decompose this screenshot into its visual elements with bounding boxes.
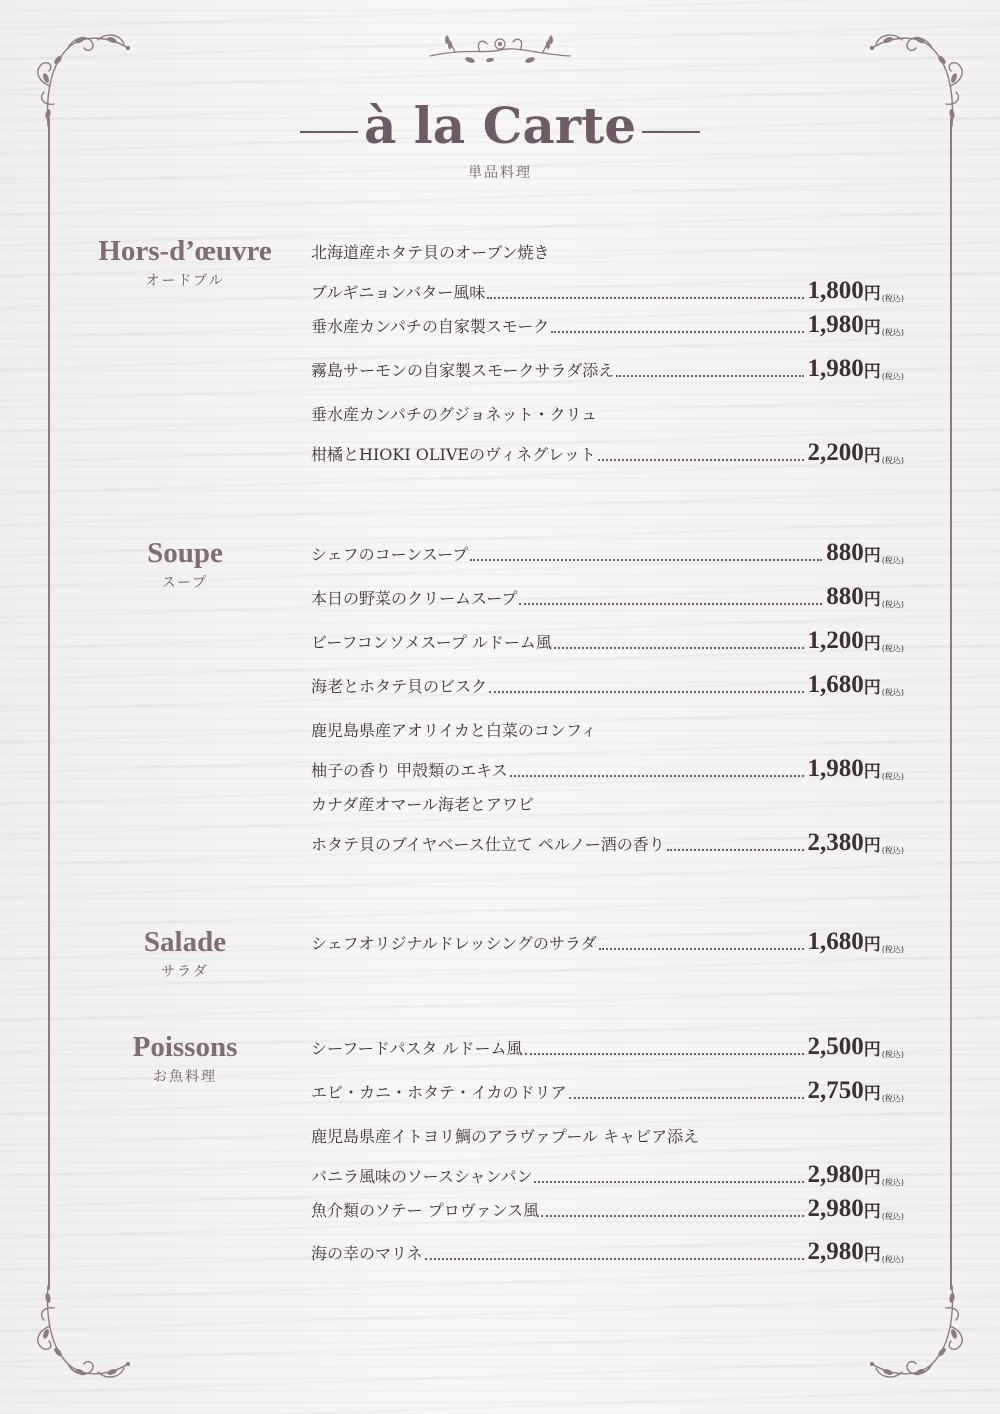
menu-item-price: 2,750 bbox=[807, 1077, 864, 1104]
tax-label: (税込) bbox=[881, 456, 904, 465]
yen-label: 円 bbox=[863, 935, 881, 955]
dot-leader bbox=[487, 297, 803, 299]
menu-item-price: 2,380 bbox=[807, 829, 864, 856]
menu-item-description: 垂水産カンパチのグジョネット・クリュ bbox=[311, 405, 598, 424]
menu-item bbox=[311, 242, 904, 304]
menu-item bbox=[311, 1239, 904, 1265]
section-name-jp: スープ bbox=[161, 575, 209, 591]
menu-item-price: 2,500 bbox=[807, 1033, 864, 1060]
menu-item-name: 本日の野菜のクリームスープ bbox=[311, 589, 518, 608]
tax-label: (税込) bbox=[881, 846, 904, 855]
menu-item-description: カナダ産オマール海老とアワビ bbox=[311, 795, 534, 814]
tax-label: (税込) bbox=[881, 328, 904, 337]
menu-item bbox=[311, 540, 904, 566]
menu-item-price: 1,800 bbox=[807, 277, 864, 304]
menu-item-price: 2,980 bbox=[807, 1195, 864, 1222]
dot-leader bbox=[598, 459, 804, 461]
yen-label: 円 bbox=[863, 318, 881, 338]
menu-item bbox=[311, 1078, 904, 1104]
menu-item-price: 1,980 bbox=[807, 355, 864, 382]
menu-item bbox=[311, 1196, 904, 1222]
section-name-jp: お魚料理 bbox=[153, 1069, 217, 1085]
tax-label: (税込) bbox=[881, 556, 904, 565]
menu-item bbox=[311, 1126, 904, 1188]
menu-item bbox=[311, 356, 904, 382]
tax-label: (税込) bbox=[881, 1255, 904, 1264]
section-name: Soupe bbox=[147, 537, 223, 569]
menu-item-name: 海老とホタテ貝のビスク bbox=[311, 677, 488, 696]
yen-label: 円 bbox=[863, 590, 881, 610]
tax-label: (税込) bbox=[881, 1212, 904, 1221]
menu-item-price: 1,980 bbox=[807, 311, 864, 338]
menu-item-price: 2,980 bbox=[807, 1238, 864, 1265]
menu-item bbox=[311, 720, 904, 782]
menu-item bbox=[311, 672, 904, 698]
menu-item bbox=[311, 312, 904, 338]
dot-leader bbox=[510, 775, 804, 777]
menu-item-name: 魚介類のソテー プロヴァンス風 bbox=[311, 1201, 540, 1220]
tax-label: (税込) bbox=[881, 372, 904, 381]
menu-item-description: 鹿児島県産アオリイカと白菜のコンフィ bbox=[311, 721, 597, 740]
menu-item-price: 880 bbox=[826, 583, 864, 610]
menu-item-name: エビ・カニ・ホタテ・イカのドリア bbox=[311, 1083, 567, 1102]
menu-item bbox=[311, 584, 904, 610]
section-name: Hors-d’œuvre bbox=[98, 235, 272, 267]
tax-label: (税込) bbox=[881, 945, 904, 954]
page-title: à la Carte bbox=[363, 96, 637, 155]
menu-item-name: ビーフコンソメスープ ルドーム風 bbox=[311, 633, 552, 652]
dot-leader bbox=[667, 849, 804, 851]
menu-item bbox=[311, 404, 904, 466]
section-name-jp: オードブル bbox=[145, 273, 225, 289]
yen-label: 円 bbox=[863, 284, 881, 304]
menu-item-description: 北海道産ホタテ貝のオーブン焼き bbox=[311, 243, 550, 262]
dot-leader bbox=[554, 647, 804, 649]
floral-sprig-icon bbox=[425, 30, 575, 70]
tax-label: (税込) bbox=[881, 644, 904, 653]
section-name: Poissons bbox=[132, 1031, 238, 1063]
menu-item-price: 2,980 bbox=[807, 1161, 864, 1188]
section-heading-salade bbox=[80, 925, 290, 981]
dot-leader bbox=[425, 1258, 804, 1260]
menu-item-name: ブルギニョンバター風味 bbox=[311, 283, 486, 302]
menu-item-price: 1,680 bbox=[807, 671, 864, 698]
menu-item-name: 霧島サーモンの自家製スモークサラダ添え bbox=[311, 361, 615, 380]
floral-vine-icon bbox=[862, 1276, 972, 1386]
dot-leader bbox=[569, 1097, 804, 1099]
menu-item-price: 1,680 bbox=[807, 928, 864, 955]
dot-leader bbox=[519, 603, 822, 605]
yen-label: 円 bbox=[863, 678, 881, 698]
menu-item-name: シーフードパスタ ルドーム風 bbox=[311, 1039, 523, 1058]
yen-label: 円 bbox=[863, 1040, 881, 1060]
menu-item-name: ホタテ貝のブイヤベース仕立て ペルノー酒の香り bbox=[311, 835, 665, 854]
yen-label: 円 bbox=[863, 634, 881, 654]
dot-leader bbox=[470, 559, 822, 561]
yen-label: 円 bbox=[863, 1168, 881, 1188]
dot-leader bbox=[616, 375, 803, 377]
menu-item-price: 1,980 bbox=[807, 755, 864, 782]
tax-label: (税込) bbox=[881, 1050, 904, 1059]
frame-line-left bbox=[48, 118, 50, 1290]
section-name-jp: サラダ bbox=[161, 964, 209, 980]
menu-item-description: 鹿児島県産イトヨリ鯛のアラヴァプール キャビア添え bbox=[311, 1127, 700, 1146]
yen-label: 円 bbox=[863, 1084, 881, 1104]
yen-label: 円 bbox=[863, 1245, 881, 1265]
menu-item-name: シェフのコーンスープ bbox=[311, 545, 469, 564]
menu-item-price: 1,200 bbox=[807, 627, 864, 654]
section-heading-hors-doeuvre bbox=[80, 234, 290, 290]
section-heading-poissons bbox=[80, 1030, 290, 1086]
tax-label: (税込) bbox=[881, 1178, 904, 1187]
dot-leader bbox=[525, 1053, 804, 1055]
section-name: Salade bbox=[143, 926, 227, 958]
tax-label: (税込) bbox=[881, 1094, 904, 1103]
menu-item bbox=[311, 628, 904, 654]
menu-item-price: 2,200 bbox=[807, 439, 864, 466]
yen-label: 円 bbox=[863, 1202, 881, 1222]
dot-leader bbox=[489, 691, 803, 693]
page-subtitle: 単品料理 bbox=[468, 165, 532, 181]
yen-label: 円 bbox=[863, 446, 881, 466]
yen-label: 円 bbox=[863, 836, 881, 856]
menu-item-name: 柑橘とHIOKI OLIVEのヴィネグレット bbox=[311, 445, 596, 464]
yen-label: 円 bbox=[863, 546, 881, 566]
yen-label: 円 bbox=[863, 762, 881, 782]
tax-label: (税込) bbox=[881, 294, 904, 303]
menu-item bbox=[311, 1034, 904, 1060]
dot-leader bbox=[551, 331, 803, 333]
tax-label: (税込) bbox=[881, 600, 904, 609]
dot-leader bbox=[541, 1215, 803, 1217]
menu-item bbox=[311, 929, 904, 955]
dot-leader bbox=[534, 1181, 803, 1183]
menu-item-name: 海の幸のマリネ bbox=[311, 1244, 423, 1263]
frame-line-right bbox=[950, 118, 952, 1290]
floral-vine-icon bbox=[28, 1276, 138, 1386]
menu-item bbox=[311, 794, 904, 856]
menu-item-name: シェフオリジナルドレッシングのサラダ bbox=[311, 934, 597, 953]
menu-item-name: 垂水産カンパチの自家製スモーク bbox=[311, 317, 550, 336]
yen-label: 円 bbox=[863, 362, 881, 382]
tax-label: (税込) bbox=[881, 688, 904, 697]
section-heading-soupe bbox=[80, 536, 290, 592]
menu-item-name: バニラ風味のソースシャンパン bbox=[311, 1167, 533, 1186]
tax-label: (税込) bbox=[881, 772, 904, 781]
dot-leader bbox=[599, 948, 804, 950]
menu-item-name: 柚子の香り 甲殻類のエキス bbox=[311, 761, 508, 780]
menu-item-price: 880 bbox=[826, 539, 864, 566]
